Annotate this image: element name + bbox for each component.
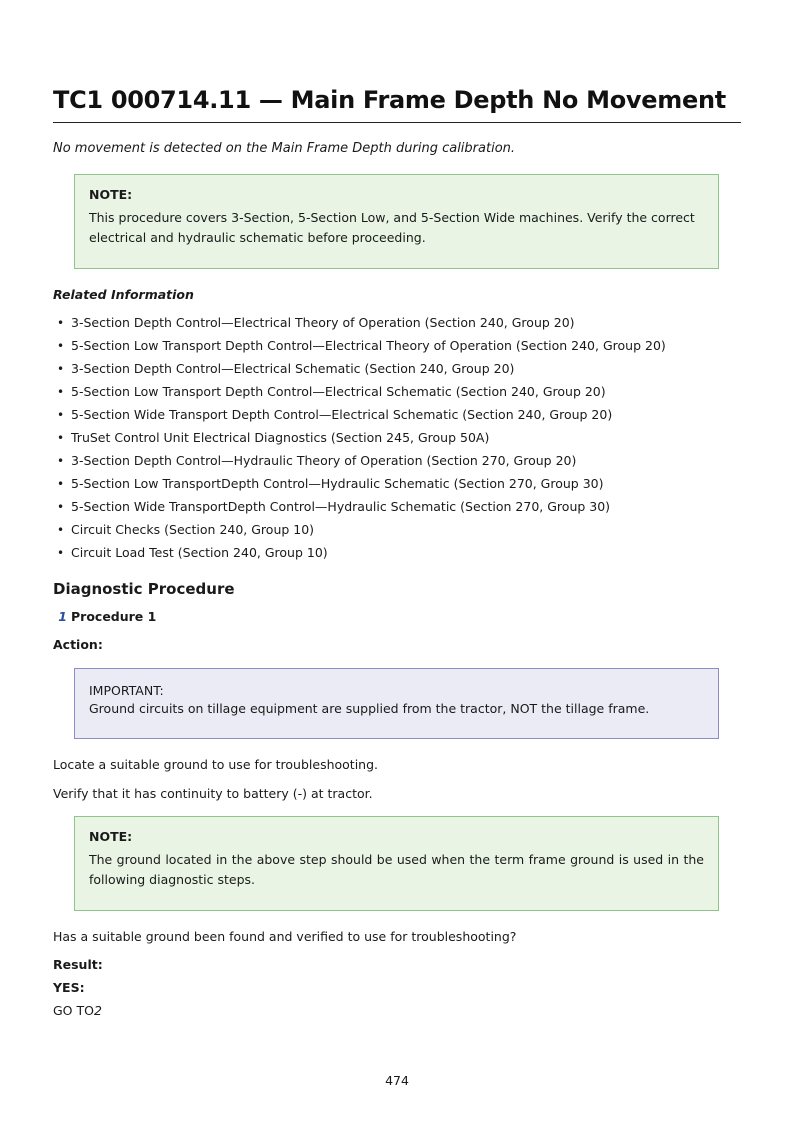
bullet-icon: • (57, 339, 65, 353)
result-label: Result: (53, 957, 103, 972)
list-item[interactable] (53, 359, 666, 382)
step-number: 1 (58, 609, 67, 624)
related-information-list (53, 313, 666, 566)
yes-label: YES: (53, 980, 85, 995)
related-link[interactable]: 3-Section Depth Control—Electrical Theory of Operation (Section 240, Group 20) (71, 315, 575, 330)
list-item[interactable] (53, 382, 666, 405)
page-number: 474 (385, 1073, 409, 1088)
procedure-label: Procedure 1 (71, 609, 157, 624)
list-item[interactable] (53, 474, 666, 497)
list-item[interactable] (53, 543, 666, 566)
bullet-icon: • (57, 316, 65, 330)
related-link[interactable]: 5-Section Low Transport Depth Control—Electrical Schematic (Section 240, Group 20) (71, 384, 606, 399)
related-link[interactable]: 5-Section Low Transport Depth Control—Electrical Theory of Operation (Section 240, Group 20) (71, 338, 666, 353)
list-item[interactable] (53, 336, 666, 359)
diagnostic-procedure-heading: Diagnostic Procedure (53, 580, 235, 598)
note-heading: NOTE: (89, 829, 133, 844)
important-text: Ground circuits on tillage equipment are supplied from the tractor, NOT the tillage frame. (89, 701, 650, 716)
list-item[interactable] (53, 313, 666, 336)
list-item[interactable] (53, 428, 666, 451)
note-text: The ground located in the above step should be used when the term frame ground is used in the following diagnostic steps. (89, 852, 704, 887)
goto-link[interactable] (53, 1003, 102, 1018)
note-box (74, 174, 719, 269)
note-text: This procedure covers 3-Section, 5-Section Low, and 5-Section Wide machines. Verify the correct electrical and hydraulic schematic before proceeding. (89, 210, 695, 245)
step-instruction: Verify that it has continuity to battery (-) at tractor. (53, 786, 373, 801)
page-title: TC1 000714.11 — Main Frame Depth No Movement (53, 86, 726, 114)
related-information-heading: Related Information (53, 287, 194, 302)
document-page (53, 0, 741, 1122)
bullet-icon: • (57, 431, 65, 445)
goto-step-reference[interactable]: 2 (93, 1003, 102, 1018)
related-link[interactable]: 3-Section Depth Control—Electrical Schematic (Section 240, Group 20) (71, 361, 515, 376)
procedure-step-header (53, 609, 156, 624)
list-item[interactable] (53, 520, 666, 543)
related-link[interactable]: 5-Section Wide Transport Depth Control—Electrical Schematic (Section 240, Group 20) (71, 407, 613, 422)
note-box (74, 816, 719, 911)
bullet-icon: • (57, 546, 65, 560)
bullet-icon: • (57, 500, 65, 514)
bullet-icon: • (57, 408, 65, 422)
step-question: Has a suitable ground been found and verified to use for troubleshooting? (53, 929, 517, 944)
related-link[interactable]: Circuit Load Test (Section 240, Group 10) (71, 545, 328, 560)
related-link[interactable]: 3-Section Depth Control—Hydraulic Theory of Operation (Section 270, Group 20) (71, 453, 577, 468)
list-item[interactable] (53, 497, 666, 520)
related-link[interactable]: 5-Section Low TransportDepth Control—Hydraulic Schematic (Section 270, Group 30) (71, 476, 604, 491)
related-link[interactable]: 5-Section Wide TransportDepth Control—Hydraulic Schematic (Section 270, Group 30) (71, 499, 611, 514)
action-label: Action: (53, 637, 103, 652)
step-instruction: Locate a suitable ground to use for troubleshooting. (53, 757, 379, 772)
goto-prefix: GO TO (53, 1003, 94, 1018)
note-heading: NOTE: (89, 187, 133, 202)
list-item[interactable] (53, 451, 666, 474)
title-divider (53, 122, 741, 123)
bullet-icon: • (57, 454, 65, 468)
bullet-icon: • (57, 385, 65, 399)
important-box (74, 668, 719, 739)
list-item[interactable] (53, 405, 666, 428)
intro-text: No movement is detected on the Main Frame Depth during calibration. (53, 141, 516, 156)
bullet-icon: • (57, 362, 65, 376)
bullet-icon: • (57, 523, 65, 537)
related-link[interactable]: Circuit Checks (Section 240, Group 10) (71, 522, 315, 537)
bullet-icon: • (57, 477, 65, 491)
related-link[interactable]: TruSet Control Unit Electrical Diagnostics (Section 245, Group 50A) (71, 430, 490, 445)
important-heading: IMPORTANT: (89, 683, 164, 698)
